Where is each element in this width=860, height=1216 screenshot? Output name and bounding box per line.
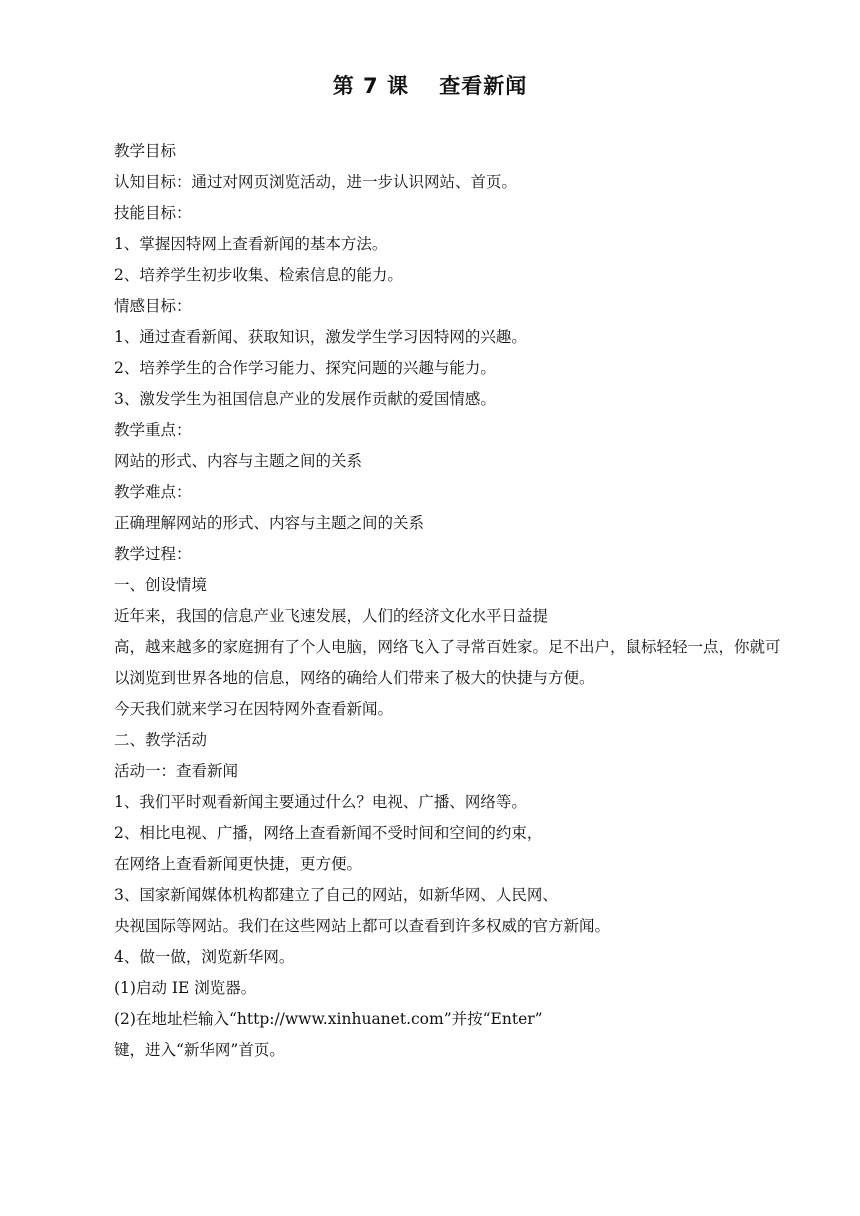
paragraph-line: 2、相比电视、广播，网络上查看新闻不受时间和空间的约束， [114, 824, 543, 842]
paragraph-line: (2)在地址栏输入“http://www.xinhuanet.com”并按“Enter” [114, 1010, 543, 1028]
paragraph-line: 键，进入“新华网”首页。 [114, 1041, 285, 1059]
paragraph-line: 教学难点： [114, 483, 192, 501]
document-body [79, 136, 784, 1066]
paragraph-line: 技能目标： [114, 204, 192, 222]
paragraph-line: 教学目标 [114, 142, 177, 160]
paragraph-line: 高，越来越多的家庭拥有了个人电脑，网络飞入了寻常百姓家。足不出户，鼠标轻轻一点，你就可以浏览到世界各地的信息，网络的确给人们带来了极大的快捷与方便。 [114, 638, 781, 687]
paragraph-line: 1、通过查看新闻、获取知识，激发学生学习因特网的兴趣。 [114, 328, 527, 346]
paragraph-line: 正确理解网站的形式、内容与主题之间的关系 [114, 514, 425, 532]
paragraph-line: 3、国家新闻媒体机构都建立了自己的网站，如新华网、人民网、 [114, 886, 558, 904]
paragraph-line: 1、掌握因特网上查看新闻的基本方法。 [114, 235, 388, 253]
paragraph-line: 认知目标：通过对网页浏览活动，进一步认识网站、首页。 [114, 173, 518, 191]
paragraph-line: 活动一：查看新闻 [114, 762, 239, 780]
paragraph-line: 近年来，我国的信息产业飞速发展，人们的经济文化水平日益提 [114, 607, 549, 625]
paragraph-line: 教学过程： [114, 545, 192, 563]
paragraph-line: 1、我们平时观看新闻主要通过什么？电视、广播、网络等。 [114, 793, 527, 811]
paragraph-line: 二、教学活动 [114, 731, 208, 749]
paragraph-line: 情感目标： [114, 297, 192, 315]
paragraph-line: 在网络上查看新闻更快捷，更方便。 [114, 855, 363, 873]
paragraph-line: 3、激发学生为祖国信息产业的发展作贡献的爱国情感。 [114, 390, 496, 408]
paragraph-line: 2、培养学生初步收集、检索信息的能力。 [114, 266, 403, 284]
paragraph-line: 今天我们就来学习在因特网外查看新闻。 [114, 700, 394, 718]
paragraph-line: 教学重点： [114, 421, 192, 439]
paragraph-line: 一、创设情境 [114, 576, 208, 594]
paragraph-line: 4、做一做，浏览新华网。 [114, 948, 295, 966]
paragraph-line: 网站的形式、内容与主题之间的关系 [114, 452, 363, 470]
paragraph-line: 央视国际等网站。我们在这些网站上都可以查看到许多权威的官方新闻。 [114, 917, 611, 935]
paragraph-line: 2、培养学生的合作学习能力、探究问题的兴趣与能力。 [114, 359, 496, 377]
paragraph-line: (1)启动 IE 浏览器。 [114, 979, 257, 997]
document-title: 第 7 课 查看新闻 [332, 74, 528, 98]
